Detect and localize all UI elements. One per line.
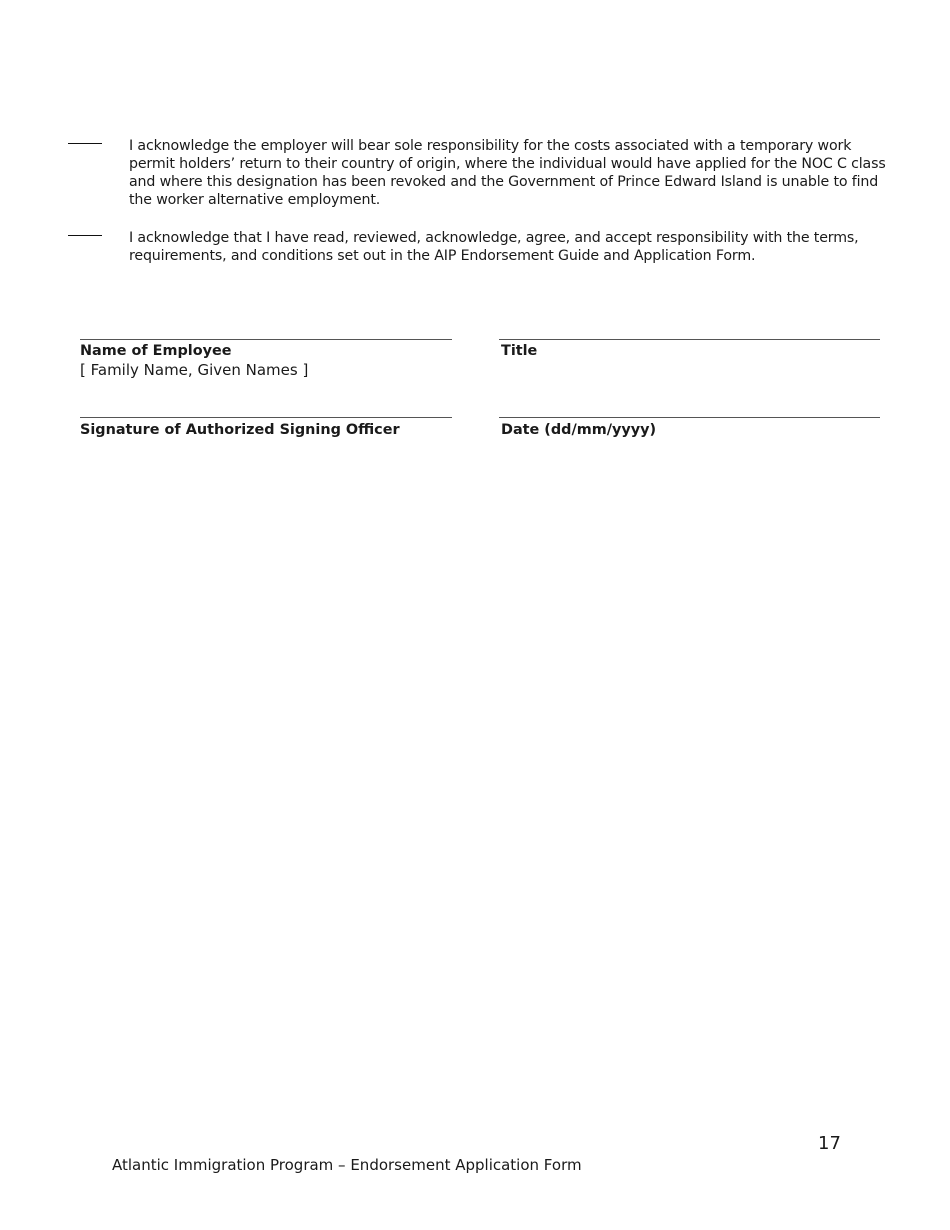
date-line[interactable] — [499, 417, 880, 418]
page-number: 17 — [818, 1133, 841, 1154]
title-line[interactable] — [499, 339, 880, 340]
initial-blank-line[interactable] — [68, 235, 102, 236]
employee-name-hint: [ Family Name, Given Names ] — [80, 361, 309, 379]
date-label: Date (dd/mm/yyyy) — [501, 422, 657, 438]
initial-blank-line[interactable] — [68, 143, 102, 144]
acknowledgement-text: I acknowledge the employer will bear sole responsibility for the costs associated with a temporary work permit holders’ return to their country of origin, where the individual would have applied for the NOC C class and where this designation has been revoked and the Government of Prince Edward Island is unable to find the worker alternative employment. — [129, 138, 886, 208]
employee-name-line[interactable] — [80, 339, 452, 340]
acknowledgement-text: I acknowledge that I have read, reviewed, acknowledge, agree, and accept responsibility with the terms, requirements, and conditions set out in the AIP Endorsement Guide and Application Form. — [129, 230, 859, 264]
signature-line[interactable] — [80, 417, 452, 418]
employee-name-label: Name of Employee — [80, 343, 232, 359]
page-footer: Atlantic Immigration Program – Endorsement Application Form — [112, 1156, 582, 1174]
signature-label: Signature of Authorized Signing Officer — [80, 422, 400, 438]
title-label: Title — [501, 343, 538, 359]
